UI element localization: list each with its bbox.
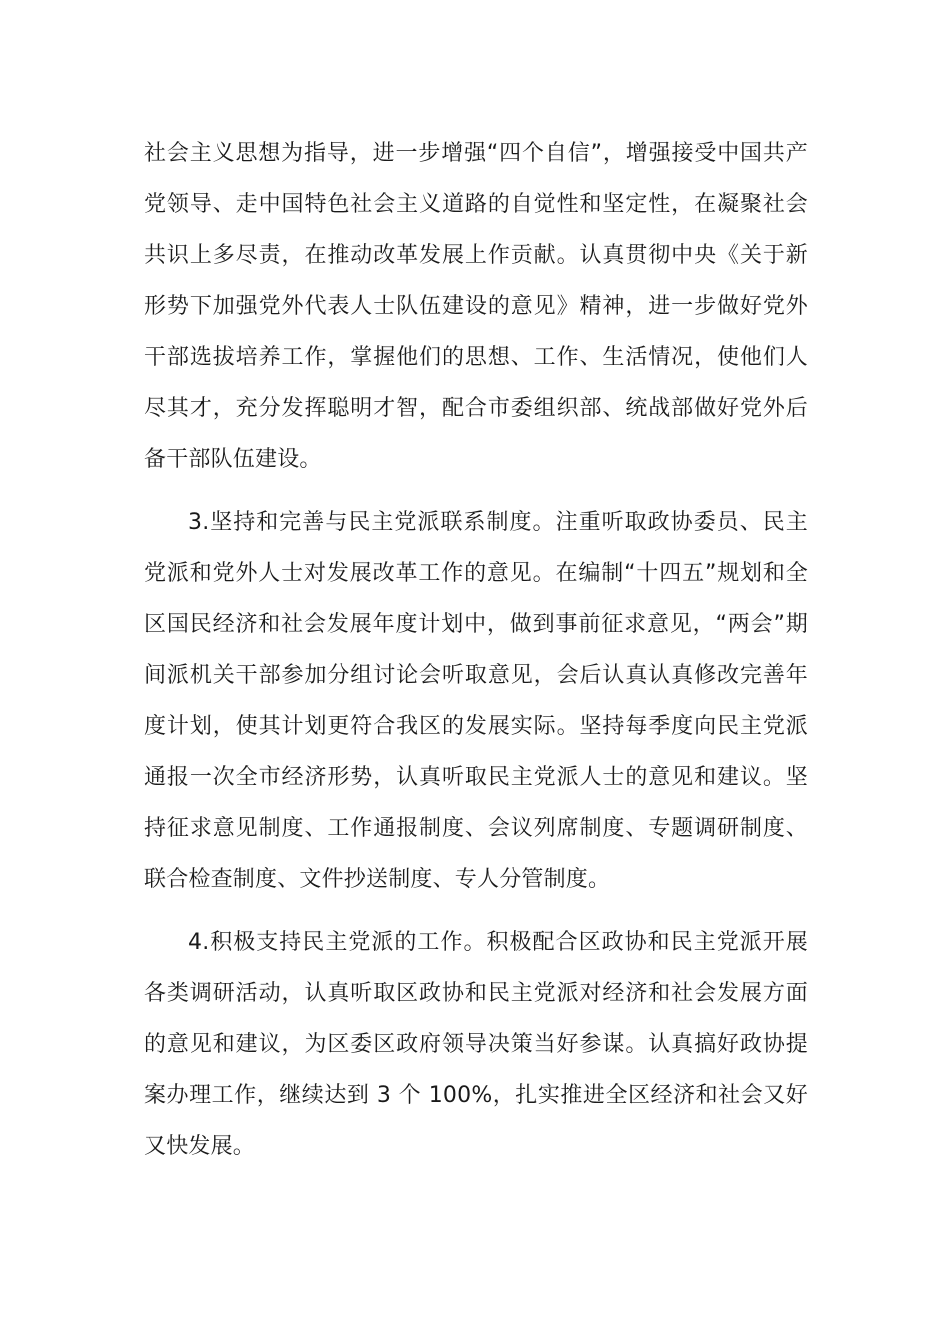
paragraph-item-3: 3.坚持和完善与民主党派联系制度。注重听取政协委员、民主党派和党外人士对发展改革工作的意见。在编制“十四五”规划和全区国民经济和社会发展年度计划中，做到事前征求意见，“两会”期间派机关干部参加分组讨论会听取意见，会后认真认真修改完善年度计划，使其计划更符合我区的发展实际。坚持每季度向民主党派通报一次全市经济形势，认真听取民主党派人士的意见和建议。坚持征求意见制度、工作通报制度、会议列席制度、专题调研制度、联合检查制度、文件抄送制度、专人分管制度。 (144, 510, 808, 892)
paragraph-continuation: 社会主义思想为指导，进一步增强“四个自信”，增强接受中国共产党领导、走中国特色社会主义道路的自觉性和坚定性，在凝聚社会共识上多尽责，在推动改革发展上作贡献。认真贯彻中央《关于新形势下加强党外代表人士队伍建设的意见》精神，进一步做好党外干部选拔培养工作，掌握他们的思想、工作、生活情况，使他们人尽其才，充分发挥聪明才智，配合市委组织部、统战部做好党外后备干部队伍建设。 (144, 141, 808, 472)
paragraph-item-4: 4.积极支持民主党派的工作。积极配合区政协和民主党派开展各类调研活动，认真听取区政协和民主党派对经济和社会发展方面的意见和建议，为区委区政府领导决策当好参谋。认真搞好政协提案办理工作，继续达到 3 个 100%，扎实推进全区经济和社会又好又快发展。 (144, 930, 808, 1159)
document-body (144, 128, 808, 1184)
